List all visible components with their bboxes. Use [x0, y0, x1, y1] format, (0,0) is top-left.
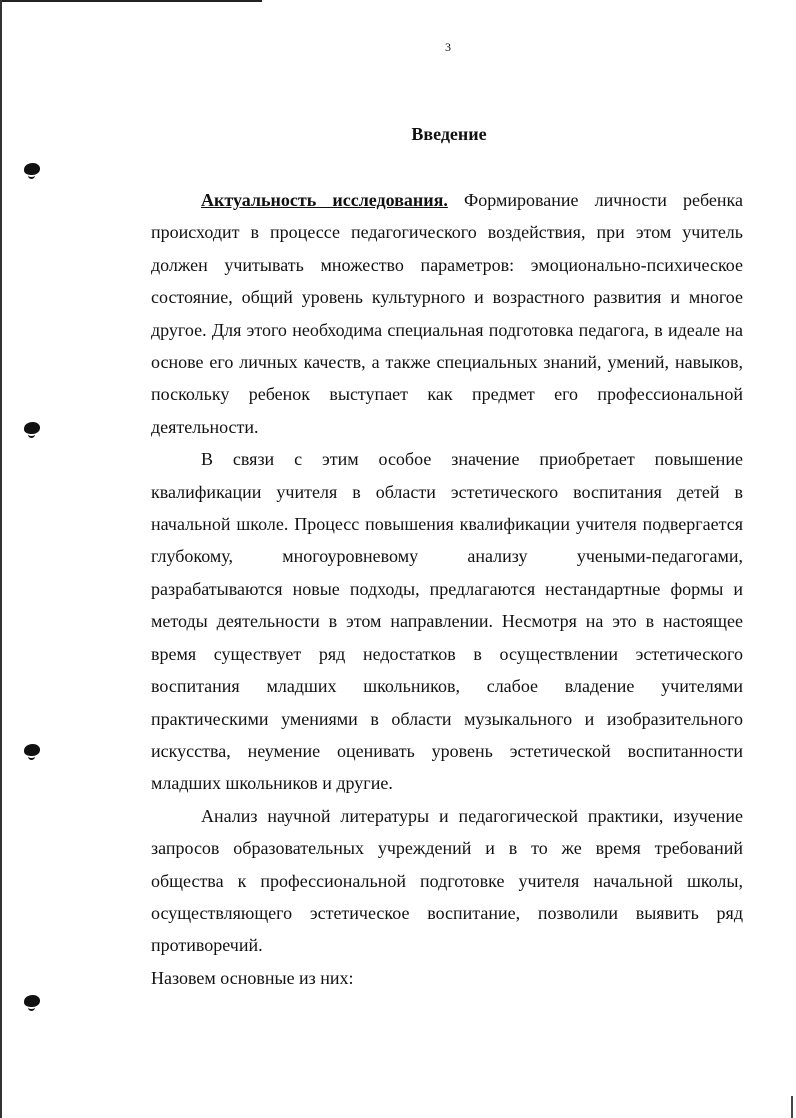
binder-hole-icon [24, 995, 40, 1007]
paragraph-relevance [151, 184, 743, 443]
relevance-lead: Актуальность исследования. [201, 190, 448, 210]
paragraph-context: В связи с этим особое значение приобретает повышение квалификации учителя в области эстетического воспитания детей в начальной школе. Процесс повышения квалификации учителя подвергается глубокому, многоуровневому анализу учеными-педагогами, разрабатываются новые подходы, предлагаются нестандартные формы и методы деятельности в этом направлении. Несмотря на это в настоящее время существует ряд недостатков в осуществлении эстетического воспитания младших школьников, слабое владение учителями практическими умениями в области музыкального и изобразительного искусства, неумение оценивать уровень эстетической воспитанности младших школьников и другие. [151, 449, 743, 794]
relevance-body: Формирование личности ребенка происходит в процессе педагогического воздействия, при этом учитель должен учитывать множество параметров: эмоционально-психическое состояние, общий уровень культурного и возрастного развития и многое другое. Для этого необходима специальная подготовка педагога, в идеале на основе его личных качеств, а также специальных знаний, умений, навыков, поскольку ребенок выступает как предмет его профессиональной деятельности. [151, 190, 743, 437]
scan-edge-top [0, 0, 262, 2]
paragraph-analysis: Анализ научной литературы и педагогической практики, изучение запросов образовательных учреждений и в то же время требований общества к профессиональной подготовке учителя начальной школы, осуществляющего эстетическое воспитание, позволили выявить ряд противоречий. [151, 805, 743, 956]
binder-hole-icon [24, 163, 40, 175]
section-heading: Введение [411, 124, 487, 144]
scan-edge-left [0, 0, 2, 1118]
page-number: 3 [445, 40, 451, 54]
binder-hole-icon [24, 744, 40, 756]
paragraph-list-intro: Назовем основные из них: [151, 967, 354, 988]
scan-edge-mark [791, 1096, 793, 1118]
binder-hole-icon [24, 422, 40, 434]
body-text [151, 184, 743, 994]
